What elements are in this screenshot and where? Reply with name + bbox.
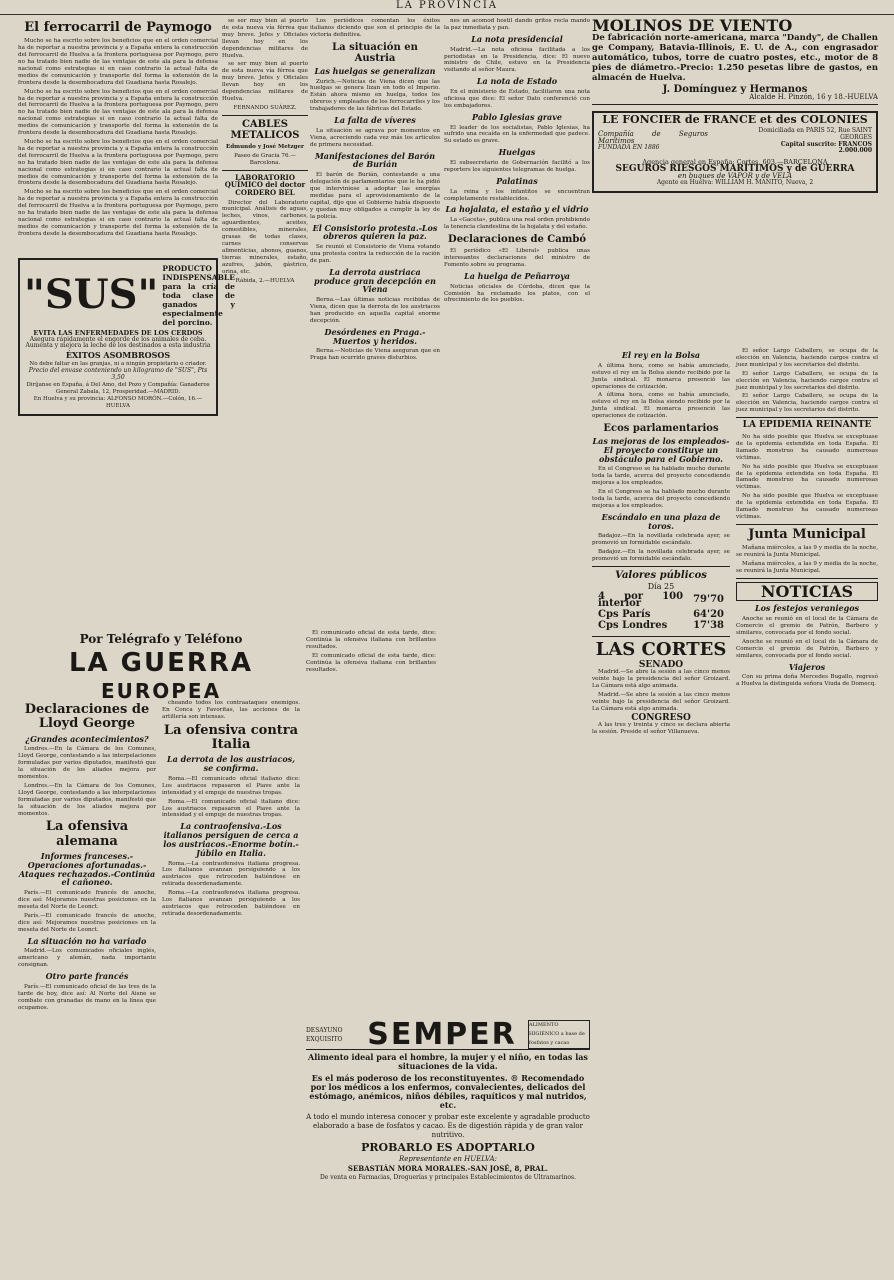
huelgas-body: El subsecretario de Gobernación facilitó a los reporters los siguientes telegramas de huelga.: [444, 160, 590, 173]
rey-bolsa-subhead: El rey en la Bolsa: [621, 350, 701, 360]
cortes-headline: LAS CORTES: [595, 638, 727, 660]
largo-caballero-body-3: El señor Largo Caballero, se ocupa de la elección en Valencia, haciendo cargos contra el juez municipal y los secretarios del distrito.: [736, 393, 878, 414]
escandalo-body: Badajoz.—En la novillada celebrada ayer, se promovió un formidable escándalo.: [592, 533, 730, 547]
war-col3-body: El comunicado oficial de esta tarde, dice: Continúa la ofensiva italiana con brillantes resultados.: [306, 630, 436, 650]
ferrocarril-headline: El ferrocarril de Paymogo: [24, 20, 212, 35]
noticias-body-2: Anoche se reunió en el local de la Cámara de Comercio el gremio de Patrón, Barbero y similares, convocada por el fondo social.: [736, 638, 878, 659]
ferrocarril-body-repeat: Mucho se ha escrito sobre los beneficios que en el orden comercial ha de reportar a nuestra provincia y a España entera la construcción del ferrocarril de Huelva a la frontera portuguesa por Paymogo, pero no ha tratado bien nadie de las ventajas de este ala para la defensa nacional como estrategias si en caso contrario la actual falta de medios de comunicación y transporte del forma la extensión de la frontera desde la desembocadura del Guadiana hasta Rosalejo.: [18, 88, 218, 137]
largo-caballero-body: El señor Largo Caballero, se ocupa de la elección en Valencia, haciendo cargos contra el juez municipal y los secretarios del distrito.: [736, 348, 878, 368]
viveres-body: La situación se agrava por momentos en Viena, acreciendo cada vez más los artículos de primera necesidad.: [310, 127, 440, 148]
epidemia-body: No ha sido posible que Huelva se exceptuase de la epidemia extendida en toda España. El llamado monstruo ha causado numerosas víctimas.: [736, 434, 878, 461]
molinos-title: MOLINOS DE VIENTO: [592, 16, 793, 35]
ferrocarril-body-repeat-3: Mucho se ha escrito sobre los beneficios que en el orden comercial ha de reportar a nuestra provincia y a España entera la construcción del ferrocarril de Huelva a la frontera portuguesa por Paymogo, pero no ha tratado bien nadie de las ventajas de este ala para la defensa nacional como estrategias si en caso contrario la actual falta de medios de comunicación y transporte del forma la extensión de la frontera desde la desembocadura del Guadiana hasta Rosalejo.: [18, 189, 218, 237]
otro-parte-body: París.—El comunicado oficial de las tres de la tarde de hoy, dice así: Al Norte del Aisne se combate con granadas de mano en la línea que ocupamos.: [18, 983, 156, 1011]
congreso-label: CONGRESO: [631, 712, 691, 723]
lloyd-george-body-2: Londres.—En la Cámara de los Comunes, Lloyd George, contestando a las interpelaciones formuladas por varios diputados, manifestó que la situación de los aliados mejora por momentos.: [18, 782, 156, 817]
hojalata-body: La «Gaceta», publica una real orden prohibiendo la tenencia clandestina de la hojalata y del estaño.: [444, 217, 590, 231]
cortes-body: Madrid.—Se abre la sesión a las cinco menos veinte bajo la presidencia del señor Groizard. La Cámara está algo animada.: [592, 669, 730, 690]
junta-body-2: Mañana miércoles, a las 9 y media de la noche, se reunirá la Junta Municipal.: [736, 561, 878, 574]
war-col2-body: cheando todos los contraataques enemigos. En Conca y Favoritas, las acciones de la artillería son intensas.: [162, 700, 300, 720]
ofensiva-italia-body-2: Roma.—El comunicado oficial italiano dice: Los austriacos repasaron el Piave ante la intensidad y el empuje de nuestras tropas.: [162, 798, 300, 819]
epidemia-headline: LA EPIDEMIA REINANTE: [742, 420, 872, 431]
rey-bolsa-body-2: A última hora, como se había anunciado, estuvo el rey en la Bolsa siendo recibido por la Junta sindical. El monarca presenció las operaciones de cotización.: [592, 392, 730, 420]
palatinas-subhead: Palatinas: [496, 175, 538, 186]
semper-line-6: SEBASTIÁN MORA MORALES.-SAN JOSÉ, 8, PRAL.: [347, 1164, 549, 1173]
col2-body: se ser muy bien al puerto de esta nueva vía férrea que muy breve. Jefes y Oficiales llevan hoy en los dependencias militares de Huelva.: [222, 18, 308, 59]
escandalo-subhead: Escándalo en una plaza de toros.: [601, 511, 721, 531]
masthead: LA PROVINCIA: [0, 0, 894, 15]
cambo-headline: Declaraciones de Cambó: [448, 234, 586, 246]
nota-presidencial-subhead: La nota presidencial: [471, 33, 563, 44]
situacion-body: Madrid.—Los comunicados oficiales inglés, americano y alemán, nada importante consignan.: [18, 948, 156, 969]
col2-body-repeat: se ser muy bien al puerto de esta nueva vía férrea que muy breve. Jefes y Oficiales llevan hoy en los dependencias militares de Huelva.: [222, 61, 308, 102]
valores-label: 4 por 100 interior: [598, 591, 684, 609]
ofensiva-italia-headline: La ofensiva contra Italia: [163, 722, 299, 753]
cables-title: CABLES METALICOS: [230, 118, 300, 141]
ferrocarril-body: Mucho se ha escrito sobre los beneficios que en el orden comercial ha de reportar a nuestra provincia y a España entera la construcción del ferrocarril de Huelva a la frontera portuguesa por Paymogo, pero no ha tratado bien nadie de las ventajas de este ala para la defensa nacional como estrategias si en caso contrario la actual falta de medios de comunicación y transporte del forma la extensión de la frontera desde la desembocadura del Guadiana hasta Rosalejo.: [18, 38, 218, 86]
ecos-body: En el Congreso se ha hablado mucho durante toda la tarde, acerca del proyecto concediendo mejoras a los empleados.: [592, 466, 730, 487]
foncier-domicile: Domiciliada en PARIS 52, Rue SAINT GEORGES: [758, 126, 872, 141]
semper-tag-left: DESAYUNO EXQUISITO: [306, 1026, 343, 1043]
foncier-agency: Agencia general en España: Cortes, 603.—BARCELONA: [642, 158, 828, 167]
junta-headline: Junta Municipal: [748, 526, 866, 542]
escandalo-body-2: Badajoz.—En la novillada celebrada ayer, se promovió un formidable escándalo.: [592, 549, 730, 563]
valores-row: [594, 593, 728, 609]
penarroya-body: Noticias oficiales de Córdoba, dicen que la Comisión ha reclamado los platos, con el ofrecimiento de los pueblos.: [444, 283, 590, 304]
huelgas-subhead: Huelgas: [498, 147, 536, 158]
column-4: [444, 18, 590, 638]
otro-parte-subhead: Otro parte francés: [45, 971, 129, 982]
col3-intro: Los periódicos comentan los éxitos italianos diciendo que son el principio de la victoria definitiva.: [310, 18, 440, 38]
lloyd-george-headline: Declaraciones de Lloyd George: [24, 702, 150, 732]
right-subcol-b: [736, 348, 878, 690]
valores-row: [594, 611, 728, 620]
valores-row: [594, 622, 728, 631]
situacion-subhead: La situación no ha variado: [27, 935, 147, 946]
foncier-subtitle: Compañía de Seguros Marítimos: [598, 130, 708, 146]
semper-line-2: Es el más poderoso de los reconstituyentes. ® Recomendado por los médicos a los enfermos, convalecientes, delicados del estómago, anémicos, niños débiles, raquíticos y mal nutridos, etc.: [309, 1073, 587, 1110]
praga-body: Berna.—Noticias de Viena aseguran que en Praga han ocurrido graves disturbios.: [310, 348, 440, 362]
consistorio-body: Se reunió el Consistorio de Viena votando una protesta contra la reducción de la ración de pan.: [310, 244, 440, 264]
sus-line-3: ÉXITOS ASOMBROSOS: [65, 350, 171, 361]
noticias-subhead: Los festejos veraniegos: [754, 603, 860, 614]
column-3: [310, 18, 440, 638]
hojalata-subhead: La hojalata, el estaño y el vidrio: [445, 204, 589, 215]
burian-subhead: Manifestaciones del Barón de Burián: [314, 150, 436, 170]
right-subcol-a: [592, 348, 730, 737]
cables-address: Paseo de Gracia 76.—Barcelona.: [234, 152, 296, 166]
semper-title: SEMPER: [367, 1017, 517, 1052]
valores-label: Cps Londres: [598, 619, 668, 631]
congreso-body: A las tres y treinta y cinco se declara abierta la sesión. Preside el señor Villanueva.: [592, 721, 730, 735]
guerra-headline-1: LA GUERRA: [68, 648, 254, 679]
foncier-title: LE FONCIER de FRANCE et des COLONIES: [602, 112, 868, 126]
foncier-capital: Capital suscrito: FRANCOS 2.000.000: [780, 140, 872, 155]
lloyd-george-body: Londres.—En la Cámara de los Comunes, Lloyd George, contestando a las interpelaciones formuladas por varios diputados, manifestó que la situación de los aliados mejora por momentos.: [18, 746, 156, 781]
palatinas-body: La reina y los infantitos se encuentran completamente restablecidos.: [444, 188, 590, 202]
semper-advertisement: [306, 1017, 590, 1260]
valores-value: 79'70: [693, 594, 724, 606]
senado-label: SENADO: [638, 660, 684, 671]
nota-presidencial-body: Madrid.—La nota oficiosa facilitada a los periodistas en la Presidencia, dice: El nuevo ministro de Chile, estuvo en la Presidencia visitando al señor Maura.: [444, 46, 590, 74]
foncier-riesgos: SEGUROS RIESGOS MARÍTIMOS y de GUERRA: [615, 164, 855, 175]
ofensiva-italia-body: Roma.—El comunicado oficial italiano dice: Los austriacos repasaron el Piave ante la intensidad y el empuje de nuestras tropas.: [162, 775, 300, 796]
column-5: [592, 18, 878, 1268]
viajeros-body: Con su prima doña Mercedes Bugallo, regresó a Huelva la distinguida señora Viuda de Domecq.: [736, 674, 878, 688]
junta-body: Mañana miércoles, a las 9 y media de la noche, se reunirá la Junta Municipal.: [736, 545, 878, 559]
consistorio-subhead: El Consistorio protesta.-Los obreros quieren la paz.: [312, 222, 438, 242]
cables-subtitle: Edmundo y José Metzger: [226, 143, 304, 150]
sus-line-4: No debe faltar en las granjas, ni a ningún propietario o criador.: [29, 361, 207, 368]
war-col3-body-2: El comunicado oficial de esta tarde, dice: Continúa la ofensiva italiana con brillantes resultados.: [306, 652, 436, 673]
molinos-seller: J. Domínguez y Hermanos: [662, 84, 808, 95]
ofensiva-alemana-headline: La ofensiva alemana: [45, 819, 129, 849]
ferrocarril-body-repeat-2: Mucho se ha escrito sobre los beneficios que en el orden comercial ha de reportar a nuestra provincia y a España entera la construcción del ferrocarril de Huelva a la frontera portuguesa por Paymogo, pero no ha tratado bien nadie de las ventajas de este ala para la defensa nacional como estrategias si en caso contrario la actual falta de medios de comunicación y transporte del forma la extensión de la frontera desde la desembocadura del Guadiana hasta Rosalejo.: [18, 138, 218, 187]
contraofensiva-subhead: La contraofensiva.-Los italianos persiguen de cerca a los austriacos.-Enorme botín.-Júbilo en Italia.: [163, 821, 299, 858]
sus-tagline: PRODUCTO INDISPENSABLE para la cría de toda clase de ganados y especialmente del porcino.: [162, 263, 235, 327]
semper-line-4: PROBARLO ES ADOPTARLO: [361, 1141, 535, 1154]
viajeros-subhead: Viajeros: [788, 661, 826, 672]
nota-estado-subhead: La nota de Estado: [476, 76, 558, 87]
column-1: [18, 18, 235, 420]
semper-line-3: A todo el mundo interesa conocer y probar este excelente y agradable producto elaborado a base de fosfatos y cacao. Es de digestión rápida y de gran valor nutritivo.: [306, 1113, 590, 1139]
foncier-buques: en buques de VAPOR y de VELA: [677, 172, 793, 181]
foncier-founded: FUNDADA EN 1886: [598, 143, 660, 151]
molinos-body: De fabricación norte-americana, marca "Dandy", de Challen ge Company, Batavia-Illinois, E. U. de A., con engrasador automático, tubos, torre de cuatro postes, etc., motor de 8 pies de diámetro.-Precio: 1.250 pesetas libre de gastos, en almacén de Huelva.: [592, 33, 878, 83]
lab-body: Director del Laboratorio municipal. Análisis de aguas, leches, vinos, carbones, aguardientes, aceites, comestibles, minerales, grasas de todas clases, carnes conservas alimenticias, abonos, guanos, tierras minerales, estaño, azufres, jabón, gástrico, orina, etc.: [222, 199, 308, 275]
war-col-1: [18, 700, 156, 1014]
telegrafo-headline: Por Telégrafo y Teléfono: [79, 632, 243, 646]
sus-logo-text: "SUS": [24, 271, 159, 319]
epidemia-body-3: No ha sido posible que Huelva se exceptuase de la epidemia extendida en toda España. El llamado monstruo ha causado numerosas víctimas.: [736, 493, 878, 521]
ofensiva-alemana-body: París.—El comunicado francés de anoche, dice así: Mejoramos nuestras posiciones en la meseta del Norte de Leonct.: [18, 890, 156, 911]
valores-table: [592, 591, 730, 633]
lloyd-george-subhead: ¿Grandes acontecimientos?: [25, 733, 149, 744]
burian-body: El barón de Burián, contestando a una delegación de parlamentarios que le ha pidió que interviniese a adoptar las energías medidas para el aprovisionamiento de la capital, dijo que el Gobierno había dispuesto y quedan muy obligados a cumplir la ley de la policía.: [310, 172, 440, 220]
praga-subhead: Desórdenes en Praga.-Muertos y heridos.: [324, 326, 426, 346]
ecos-subhead: Las mejoras de los empleados-El proyecto constituye un obstáculo para el Gobierno.: [592, 436, 730, 464]
noticias-body: Anoche se reunió en el local de la Cámara de Comercio el gremio de Patrón, Barbero y similares, convocada por el fondo social.: [736, 616, 878, 637]
semper-tag-right: ALIMENTO HIGIÉNICO a base de fosfatos y cacao: [528, 1020, 590, 1049]
noticias-headline: NOTICIAS: [736, 582, 878, 602]
ecos-body-2: En el Congreso se ha hablado mucho durante toda la tarde, acerca del proyecto concediendo mejoras a los empleados.: [592, 489, 730, 509]
sus-line-2: Asegura rápidamente el engorde de los animales de ceba. Aumenta y mejora la leche de los destinados a esta industria: [25, 335, 211, 350]
contraofensiva-body-2: Roma.—La contraofensiva italiana progresa. Los italianos avanzan persiguiendo a los austriacos que retroceden batiéndose en retirada desordenadamente.: [162, 890, 300, 917]
war-col-3: [306, 630, 436, 1010]
foncier-agent: Agente en Huelva: WILLIAM H. MANITO, Nueva, 2: [656, 179, 814, 187]
semper-line-7: De venta en Farmacias, Droguerías y principales Establecimientos de Ultramarinos.: [319, 1174, 577, 1181]
sus-line-1: EVITA LAS ENFERMEDADES DE LOS CERDOS: [33, 328, 203, 337]
derrota-body: Berna.—Las últimas noticias recibidas de Viena, dicen que la derrota de los austriacos han producido en aquella capital enorme decepción.: [310, 297, 440, 324]
austria-body: Zurich.—Noticias de Viena dicen que las huelgas se genera lizan en todo el Imperio. Están ahora mismo en huelga, todos los obreros y empleados de los ferrocarriles y los trabajadores de las fábricas del Estado.: [310, 78, 440, 113]
molinos-advertisement: [592, 18, 878, 105]
rey-bolsa-body: A última hora, como se había anunciado, estuvo el rey en la Bolsa siendo recibido por la Junta sindical. El monarca presenció las operaciones de cotización.: [592, 362, 730, 390]
derrota-subhead: La derrota austriaca produce gran decepción en Viena: [314, 266, 436, 295]
valores-value: 64'20: [693, 608, 724, 620]
valores-label: Cps París: [598, 608, 651, 620]
pablo-iglesias-subhead: Pablo Iglesias grave: [472, 111, 562, 122]
cortes-body-2: Madrid.—Se abre la sesión a las cinco menos veinte bajo la presidencia del señor Groizard. La Cámara está algo animada.: [592, 692, 730, 712]
semper-line-1: Alimento ideal para el hombre, la mujer y el niño, en todas las situaciones de la vida.: [308, 1052, 588, 1071]
semper-line-5: Representante en HUELVA:: [398, 1155, 498, 1163]
valores-value: 17'38: [693, 619, 724, 631]
nota-estado-body: En el ministerio de Estado, facilitaron una nota oficiosa que dice: El señor Dato conferenció con los embajadores.: [444, 89, 590, 109]
pablo-iglesias-body: El leader de los socialistas, Pablo Iglesias, ha sufrido una recaída en la enfermedad que padece. Su estado es grave.: [444, 124, 590, 145]
ofensiva-italia-subhead: La derrota de los austriacos, se confirma.: [167, 754, 295, 774]
epidemia-body-2: No ha sido posible que Huelva se exceptuase de la epidemia extendida en toda España. El llamado monstruo ha causado numerosas víctimas.: [736, 463, 878, 491]
valores-headline: Valores públicos: [615, 570, 707, 582]
column-2: [222, 18, 308, 368]
cambo-body: El periódico «El Liberal» publica unas interesantes declaraciones del ministro de Fomento sobre su programa.: [444, 248, 590, 268]
war-col-2: [162, 700, 300, 920]
sus-advertisement: [18, 258, 235, 416]
lab-title: LABORATORIO QUÍMICO del doctor CORDERO BEL: [224, 172, 306, 197]
ofensiva-alemana-body-2: París.—El comunicado francés de anoche, dice así: Mejoramos nuestras posiciones en la meseta del Norte de Leonct.: [18, 912, 156, 933]
austria-subhead: Las huelgas se generalizan: [314, 65, 436, 76]
contraofensiva-body: Roma.—La contraofensiva italiana progresa. Los italianos avanzan persiguiendo a los austriacos que retroceden batiéndose en retirada desordenadamente.: [162, 860, 300, 888]
valores-day: Día 25: [647, 582, 675, 592]
ofensiva-alemana-subhead: Informes franceses.-Operaciones afortunadas.-Ataques rechazados.-Continúa el cañoneo.: [18, 851, 156, 888]
austria-headline: La situación en Austria: [332, 41, 418, 64]
guerra-headline-2: EUROPEA: [100, 679, 222, 704]
viveres-subhead: La falta de víveres: [334, 115, 416, 126]
sus-line-6: Diríjanse en España, á Del Amo, del Pozo y Compañía: Ganaderos General Zabala, 12, Prosperidad.—MADRID.: [26, 382, 210, 395]
col2-signature: FERNANDO SUÁREZ.: [233, 104, 297, 111]
penarroya-subhead: La huelga de Peñarroya: [464, 270, 570, 281]
foncier-advertisement: [592, 111, 878, 193]
ecos-headline: Ecos parlamentarios: [603, 423, 719, 435]
col4-intro: nes un acomod hostil dando gritos recla mando la paz inmediata y pan.: [444, 18, 590, 31]
lab-address: Rábida, 2.—HUELVA: [235, 277, 295, 284]
largo-caballero-body-2: El señor Largo Caballero, se ocupa de la elección en Valencia, haciendo cargos contra el juez municipal y los secretarios del distrito.: [736, 370, 878, 391]
molinos-address: Alcalde H. Pinzón, 16 y 18.-HUELVA: [749, 92, 878, 101]
sus-price: Precio del envase conteniendo un kilogramo de "SUS", Pts 3,50: [28, 367, 208, 382]
sus-line-7: En Huelva y su provincia: ALFONSO MORÓN.—Colón, 16.—HUELVA: [33, 395, 203, 409]
